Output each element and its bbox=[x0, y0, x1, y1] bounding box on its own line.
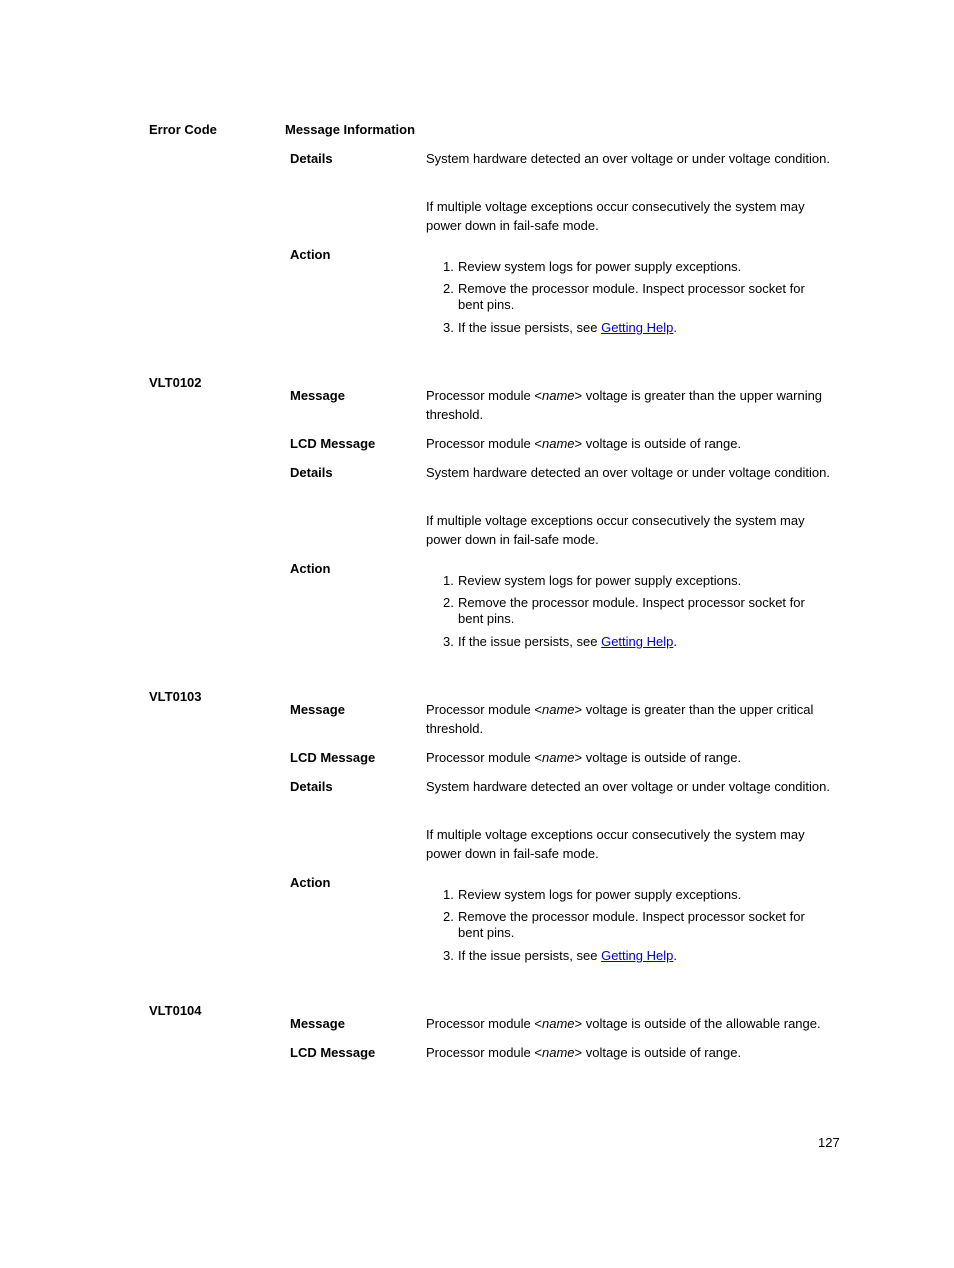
list-number: 1. bbox=[443, 573, 454, 588]
message-text: Processor module <name> voltage is greater than the upper critical threshold. bbox=[426, 702, 814, 736]
list-number: 2. bbox=[443, 595, 454, 610]
lcd-message-text: Processor module <name> voltage is outside of range. bbox=[426, 750, 742, 765]
details-text: System hardware detected an over voltage or under voltage condition. bbox=[426, 465, 830, 480]
getting-help-link[interactable]: Getting Help bbox=[601, 634, 674, 649]
getting-help-link[interactable]: Getting Help bbox=[601, 320, 674, 335]
details-text: If multiple voltage exceptions occur consecutively the system may power down in fail-safe mode. bbox=[426, 827, 805, 861]
message-label: Message bbox=[290, 1016, 345, 1031]
list-number: 2. bbox=[443, 909, 454, 924]
action-step: Review system logs for power supply exceptions. bbox=[458, 573, 742, 588]
action-step: If the issue persists, see Getting Help. bbox=[458, 634, 677, 649]
details-text: System hardware detected an over voltage or under voltage condition. bbox=[426, 779, 830, 794]
action-step: Remove the processor module. Inspect processor socket for bent pins. bbox=[458, 909, 805, 940]
action-step: Remove the processor module. Inspect processor socket for bent pins. bbox=[458, 281, 805, 312]
details-text: System hardware detected an over voltage or under voltage condition. bbox=[426, 151, 830, 166]
error-code: VLT0104 bbox=[149, 1003, 202, 1018]
action-label: Action bbox=[290, 561, 331, 576]
message-text: Processor module <name> voltage is outside of the allowable range. bbox=[426, 1016, 821, 1031]
error-code: VLT0103 bbox=[149, 689, 202, 704]
lcd-message-label: LCD Message bbox=[290, 436, 376, 451]
error-code: VLT0102 bbox=[149, 375, 202, 390]
column-header-message-information: Message Information bbox=[285, 122, 416, 137]
list-number: 1. bbox=[443, 259, 454, 274]
action-step: If the issue persists, see Getting Help. bbox=[458, 320, 677, 335]
details-label: Details bbox=[290, 465, 333, 480]
details-label: Details bbox=[290, 151, 333, 166]
list-number: 3. bbox=[443, 634, 454, 649]
lcd-message-label: LCD Message bbox=[290, 1045, 376, 1060]
message-label: Message bbox=[290, 388, 345, 403]
column-header-error-code: Error Code bbox=[149, 122, 217, 137]
message-text: Processor module <name> voltage is greater than the upper warning threshold. bbox=[426, 388, 823, 422]
action-step: Review system logs for power supply exceptions. bbox=[458, 887, 742, 902]
action-label: Action bbox=[290, 247, 331, 262]
list-number: 2. bbox=[443, 281, 454, 296]
action-step: Review system logs for power supply exceptions. bbox=[458, 259, 742, 274]
list-number: 3. bbox=[443, 320, 454, 335]
list-number: 1. bbox=[443, 887, 454, 902]
action-step: If the issue persists, see Getting Help. bbox=[458, 948, 677, 963]
details-text: If multiple voltage exceptions occur consecutively the system may power down in fail-safe mode. bbox=[426, 199, 805, 233]
lcd-message-text: Processor module <name> voltage is outside of range. bbox=[426, 436, 742, 451]
action-step: Remove the processor module. Inspect processor socket for bent pins. bbox=[458, 595, 805, 626]
page-number: 127 bbox=[818, 1135, 840, 1150]
details-label: Details bbox=[290, 779, 333, 794]
lcd-message-text: Processor module <name> voltage is outside of range. bbox=[426, 1045, 742, 1060]
message-label: Message bbox=[290, 702, 345, 717]
getting-help-link[interactable]: Getting Help bbox=[601, 948, 674, 963]
action-label: Action bbox=[290, 875, 331, 890]
lcd-message-label: LCD Message bbox=[290, 750, 376, 765]
list-number: 3. bbox=[443, 948, 454, 963]
details-text: If multiple voltage exceptions occur consecutively the system may power down in fail-safe mode. bbox=[426, 513, 805, 547]
